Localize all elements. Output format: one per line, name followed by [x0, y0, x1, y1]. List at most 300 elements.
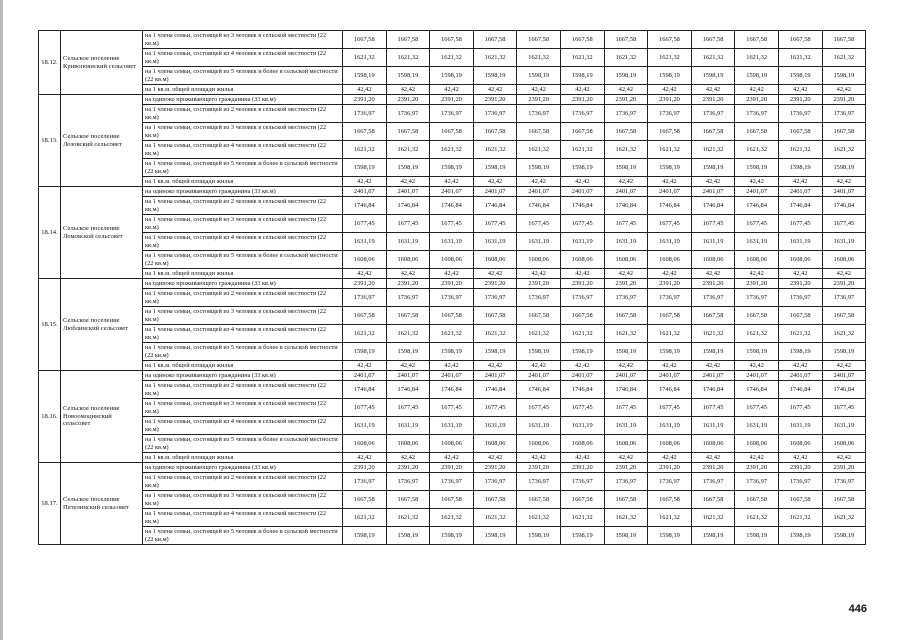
norm-description: на 1 кв.м. общей площади жилья — [143, 177, 343, 187]
value-cell: 2391,20 — [822, 279, 866, 289]
value-cell: 1598,19 — [778, 343, 822, 361]
norm-description: на 1 члена семьи, состоящей из 5 человек и более в сельской местности (22 кв.м) — [143, 67, 343, 85]
value-cell: 42,42 — [691, 269, 735, 279]
value-cell: 1736,97 — [691, 289, 735, 307]
value-cell: 1621,32 — [517, 509, 561, 527]
value-cell: 1598,19 — [604, 343, 648, 361]
value-cell: 42,42 — [386, 453, 430, 463]
value-cell: 1667,58 — [517, 307, 561, 325]
value-cell: 42,42 — [778, 177, 822, 187]
value-cell: 1736,97 — [343, 105, 387, 123]
value-cell: 1667,58 — [735, 307, 779, 325]
norm-description: на 1 члена семьи, состоящей из 4 человек в сельской местности (22 кв.м) — [143, 509, 343, 527]
value-cell: 42,42 — [343, 269, 387, 279]
table-row — [39, 371, 866, 381]
value-cell: 42,42 — [822, 361, 866, 371]
value-cell: 1736,97 — [735, 473, 779, 491]
value-cell: 42,42 — [648, 269, 692, 279]
table-row — [39, 141, 866, 159]
value-cell: 1736,97 — [343, 473, 387, 491]
value-cell: 1736,97 — [822, 105, 866, 123]
value-cell: 2401,07 — [430, 371, 474, 381]
value-cell: 1631,19 — [648, 417, 692, 435]
page-number: 446 — [848, 603, 867, 615]
value-cell: 1746,84 — [648, 381, 692, 399]
value-cell: 1598,19 — [386, 159, 430, 177]
value-cell: 1598,19 — [430, 527, 474, 545]
value-cell: 1746,84 — [560, 381, 604, 399]
value-cell: 1621,32 — [691, 49, 735, 67]
value-cell: 1746,84 — [735, 381, 779, 399]
value-cell: 1621,32 — [343, 49, 387, 67]
value-cell: 1621,32 — [473, 141, 517, 159]
value-cell: 42,42 — [604, 85, 648, 95]
value-cell: 42,42 — [560, 453, 604, 463]
table-row — [39, 49, 866, 67]
norm-description: на 1 члена семьи, состоящей из 3 человек в сельской местности (22 кв.м) — [143, 491, 343, 509]
norm-description: на 1 кв.м. общей площади жилья — [143, 85, 343, 95]
value-cell: 1631,19 — [604, 417, 648, 435]
value-cell: 1621,32 — [648, 141, 692, 159]
value-cell: 1631,19 — [778, 417, 822, 435]
table-row — [39, 177, 866, 187]
value-cell: 1621,32 — [560, 49, 604, 67]
value-cell: 1667,58 — [343, 123, 387, 141]
value-cell: 1736,97 — [386, 105, 430, 123]
value-cell: 1746,84 — [604, 197, 648, 215]
value-cell: 1677,45 — [691, 399, 735, 417]
table-row — [39, 67, 866, 85]
value-cell: 42,42 — [778, 453, 822, 463]
value-cell: 1631,19 — [517, 417, 561, 435]
value-cell: 1677,45 — [473, 399, 517, 417]
value-cell: 2391,20 — [822, 95, 866, 105]
value-cell: 1746,84 — [386, 381, 430, 399]
value-cell: 1667,58 — [430, 307, 474, 325]
value-cell: 42,42 — [778, 361, 822, 371]
table-row — [39, 381, 866, 399]
value-cell: 42,42 — [430, 85, 474, 95]
value-cell: 2401,07 — [691, 371, 735, 381]
value-cell: 1598,19 — [473, 527, 517, 545]
norm-description: на одиноко проживающего гражданина (33 кв.м) — [143, 463, 343, 473]
value-cell: 1667,58 — [822, 307, 866, 325]
value-cell: 1746,84 — [473, 197, 517, 215]
value-cell: 1598,19 — [517, 67, 561, 85]
norm-description: на 1 члена семьи, состоящей из 5 человек и более в сельской местности (22 кв.м) — [143, 159, 343, 177]
value-cell: 1631,19 — [473, 233, 517, 251]
value-cell: 42,42 — [473, 269, 517, 279]
table-row — [39, 435, 866, 453]
value-cell: 1736,97 — [604, 473, 648, 491]
settlement-name: Сельское поселение Ломовской сельсовет — [61, 187, 143, 279]
section-code: 18.17. — [39, 463, 61, 545]
table-row — [39, 325, 866, 343]
value-cell: 1631,19 — [778, 233, 822, 251]
settlement-name: Сельское поселение Новоомоцинский сельсовет — [61, 371, 143, 463]
value-cell: 2391,20 — [473, 95, 517, 105]
value-cell: 1736,97 — [430, 473, 474, 491]
value-cell: 42,42 — [648, 361, 692, 371]
value-cell: 1598,19 — [822, 343, 866, 361]
value-cell: 42,42 — [604, 269, 648, 279]
value-cell: 2391,20 — [822, 463, 866, 473]
value-cell: 1621,32 — [822, 325, 866, 343]
value-cell: 2401,07 — [343, 187, 387, 197]
value-cell: 2391,20 — [560, 279, 604, 289]
value-cell: 42,42 — [473, 177, 517, 187]
table-row — [39, 289, 866, 307]
value-cell: 42,42 — [343, 177, 387, 187]
value-cell: 1621,32 — [473, 509, 517, 527]
value-cell: 1621,32 — [430, 325, 474, 343]
value-cell: 1598,19 — [517, 159, 561, 177]
value-cell: 42,42 — [473, 453, 517, 463]
value-cell: 42,42 — [430, 269, 474, 279]
value-cell: 2401,07 — [735, 187, 779, 197]
value-cell: 1677,45 — [560, 215, 604, 233]
value-cell: 1667,58 — [343, 491, 387, 509]
value-cell: 1598,19 — [735, 67, 779, 85]
value-cell: 42,42 — [560, 177, 604, 187]
value-cell: 2401,07 — [735, 371, 779, 381]
table-row — [39, 85, 866, 95]
value-cell: 1621,32 — [735, 49, 779, 67]
value-cell: 1621,32 — [735, 141, 779, 159]
value-cell: 1598,19 — [604, 527, 648, 545]
value-cell: 1621,32 — [778, 325, 822, 343]
value-cell: 1736,97 — [778, 473, 822, 491]
value-cell: 1598,19 — [691, 343, 735, 361]
table-row — [39, 417, 866, 435]
value-cell: 1746,84 — [691, 381, 735, 399]
value-cell: 1608,06 — [691, 435, 735, 453]
value-cell: 1598,19 — [691, 67, 735, 85]
value-cell: 1677,45 — [386, 399, 430, 417]
value-cell: 42,42 — [648, 177, 692, 187]
value-cell: 2391,20 — [343, 95, 387, 105]
value-cell: 1667,58 — [473, 307, 517, 325]
value-cell: 1621,32 — [691, 509, 735, 527]
value-cell: 1621,32 — [386, 509, 430, 527]
value-cell: 1621,32 — [517, 49, 561, 67]
value-cell: 1667,58 — [778, 123, 822, 141]
value-cell: 1667,58 — [343, 31, 387, 49]
value-cell: 2401,07 — [473, 187, 517, 197]
value-cell: 42,42 — [822, 85, 866, 95]
value-cell: 1746,84 — [517, 381, 561, 399]
value-cell: 1598,19 — [778, 67, 822, 85]
value-cell: 1631,19 — [386, 233, 430, 251]
norm-description: на 1 члена семьи, состоящей из 2 человек в сельской местности (22 кв.м) — [143, 381, 343, 399]
value-cell: 1608,06 — [430, 251, 474, 269]
value-cell: 1608,06 — [430, 435, 474, 453]
value-cell: 1746,84 — [473, 381, 517, 399]
value-cell: 1608,06 — [778, 435, 822, 453]
value-cell: 2391,20 — [648, 95, 692, 105]
value-cell: 42,42 — [778, 269, 822, 279]
value-cell: 1608,06 — [778, 251, 822, 269]
value-cell: 42,42 — [735, 453, 779, 463]
table-row — [39, 233, 866, 251]
norm-description: на 1 члена семьи, состоящей из 2 человек в сельской местности (22 кв.м) — [143, 105, 343, 123]
value-cell: 1667,58 — [778, 491, 822, 509]
value-cell: 1746,84 — [648, 197, 692, 215]
norm-description: на 1 члена семьи, состоящей из 3 человек в сельской местности (22 кв.м) — [143, 399, 343, 417]
value-cell: 1667,58 — [648, 491, 692, 509]
value-cell: 1746,84 — [430, 381, 474, 399]
value-cell: 1746,84 — [430, 197, 474, 215]
value-cell: 1736,97 — [473, 105, 517, 123]
value-cell: 1736,97 — [517, 105, 561, 123]
value-cell: 1598,19 — [386, 527, 430, 545]
value-cell: 1621,32 — [735, 509, 779, 527]
value-cell: 42,42 — [822, 177, 866, 187]
table-row — [39, 31, 866, 49]
value-cell: 1598,19 — [386, 343, 430, 361]
value-cell: 1621,32 — [648, 509, 692, 527]
value-cell: 2391,20 — [735, 279, 779, 289]
value-cell: 42,42 — [822, 453, 866, 463]
value-cell: 1621,32 — [517, 325, 561, 343]
table-row — [39, 197, 866, 215]
value-cell: 42,42 — [386, 177, 430, 187]
value-cell: 42,42 — [691, 453, 735, 463]
norm-description: на одиноко проживающего гражданина (33 кв.м) — [143, 371, 343, 381]
table-row — [39, 343, 866, 361]
value-cell: 1746,84 — [604, 381, 648, 399]
value-cell: 1667,58 — [822, 491, 866, 509]
norm-description: на одиноко проживающего гражданина (33 кв.м) — [143, 187, 343, 197]
value-cell: 1598,19 — [604, 67, 648, 85]
value-cell: 1621,32 — [473, 325, 517, 343]
norm-description: на 1 члена семьи, состоящей из 4 человек в сельской местности (22 кв.м) — [143, 417, 343, 435]
value-cell: 1667,58 — [517, 491, 561, 509]
value-cell: 1598,19 — [473, 159, 517, 177]
value-cell: 1598,19 — [822, 159, 866, 177]
value-cell: 1608,06 — [343, 251, 387, 269]
value-cell: 1736,97 — [560, 289, 604, 307]
value-cell: 1736,97 — [430, 105, 474, 123]
value-cell: 1736,97 — [778, 289, 822, 307]
value-cell: 1598,19 — [735, 343, 779, 361]
norm-description: на 1 кв.м. общей площади жилья — [143, 453, 343, 463]
value-cell: 2391,20 — [604, 279, 648, 289]
value-cell: 42,42 — [604, 361, 648, 371]
value-cell: 42,42 — [691, 85, 735, 95]
value-cell: 1667,58 — [343, 307, 387, 325]
value-cell: 1631,19 — [691, 417, 735, 435]
value-cell: 1667,58 — [778, 31, 822, 49]
value-cell: 1608,06 — [604, 435, 648, 453]
norm-description: на 1 члена семьи, состоящей из 3 человек в сельской местности (22 кв.м) — [143, 215, 343, 233]
value-cell: 1631,19 — [604, 233, 648, 251]
value-cell: 1631,19 — [822, 417, 866, 435]
value-cell: 1631,19 — [517, 233, 561, 251]
value-cell: 2391,20 — [473, 279, 517, 289]
value-cell: 2391,20 — [648, 463, 692, 473]
value-cell: 2391,20 — [735, 95, 779, 105]
value-cell: 1621,32 — [822, 141, 866, 159]
value-cell: 1598,19 — [430, 159, 474, 177]
value-cell: 1631,19 — [648, 233, 692, 251]
value-cell: 1667,58 — [735, 491, 779, 509]
value-cell: 1598,19 — [473, 343, 517, 361]
value-cell: 1667,58 — [430, 31, 474, 49]
value-cell: 1621,32 — [430, 141, 474, 159]
value-cell: 1677,45 — [822, 215, 866, 233]
value-cell: 42,42 — [343, 361, 387, 371]
value-cell: 1621,32 — [343, 509, 387, 527]
value-cell: 1667,58 — [386, 307, 430, 325]
value-cell: 1736,97 — [648, 473, 692, 491]
value-cell: 1746,84 — [691, 197, 735, 215]
value-cell: 2401,07 — [517, 371, 561, 381]
value-cell: 2401,07 — [560, 187, 604, 197]
value-cell: 1621,32 — [778, 141, 822, 159]
value-cell: 1677,45 — [430, 215, 474, 233]
value-cell: 1608,06 — [473, 435, 517, 453]
value-cell: 42,42 — [386, 269, 430, 279]
value-cell: 1677,45 — [778, 399, 822, 417]
value-cell: 1746,84 — [386, 197, 430, 215]
value-cell: 1621,32 — [822, 509, 866, 527]
value-cell: 1631,19 — [691, 233, 735, 251]
value-cell: 2391,20 — [560, 95, 604, 105]
value-cell: 1667,58 — [822, 123, 866, 141]
value-cell: 1598,19 — [343, 343, 387, 361]
value-cell: 1746,84 — [778, 381, 822, 399]
value-cell: 1621,32 — [517, 141, 561, 159]
value-cell: 2391,20 — [778, 279, 822, 289]
value-cell: 1667,58 — [648, 307, 692, 325]
value-cell: 1598,19 — [560, 159, 604, 177]
norm-description: на 1 члена семьи, состоящей из 2 человек в сельской местности (22 кв.м) — [143, 289, 343, 307]
table-row — [39, 159, 866, 177]
value-cell: 1631,19 — [343, 233, 387, 251]
value-cell: 1667,58 — [735, 31, 779, 49]
value-cell: 1608,06 — [648, 435, 692, 453]
value-cell: 2401,07 — [778, 371, 822, 381]
value-cell: 2391,20 — [604, 95, 648, 105]
value-cell: 1608,06 — [343, 435, 387, 453]
value-cell: 1608,06 — [648, 251, 692, 269]
value-cell: 1667,58 — [604, 307, 648, 325]
table-row — [39, 95, 866, 105]
value-cell: 1598,19 — [343, 159, 387, 177]
value-cell: 42,42 — [430, 453, 474, 463]
value-cell: 2391,20 — [343, 463, 387, 473]
value-cell: 1677,45 — [386, 215, 430, 233]
value-cell: 1621,32 — [386, 141, 430, 159]
value-cell: 1621,32 — [473, 49, 517, 67]
value-cell: 1736,97 — [517, 289, 561, 307]
value-cell: 1736,97 — [386, 289, 430, 307]
norm-description: на 1 кв.м. общей площади жилья — [143, 361, 343, 371]
norm-description: на 1 члена семьи, состоящей из 3 человек в сельской местности (22 кв.м) — [143, 123, 343, 141]
value-cell: 1621,32 — [648, 325, 692, 343]
document-page — [38, 30, 866, 545]
value-cell: 1736,97 — [691, 473, 735, 491]
norm-description: на одиноко проживающего гражданина (33 кв.м) — [143, 95, 343, 105]
value-cell: 1598,19 — [343, 527, 387, 545]
value-cell: 42,42 — [560, 269, 604, 279]
value-cell: 42,42 — [560, 361, 604, 371]
value-cell: 1621,32 — [560, 509, 604, 527]
value-cell: 1677,45 — [778, 215, 822, 233]
table-row — [39, 251, 866, 269]
value-cell: 1667,58 — [473, 491, 517, 509]
value-cell: 1631,19 — [430, 233, 474, 251]
value-cell: 42,42 — [430, 361, 474, 371]
value-cell: 2391,20 — [735, 463, 779, 473]
value-cell: 1608,06 — [473, 251, 517, 269]
value-cell: 1667,58 — [822, 31, 866, 49]
value-cell: 1631,19 — [735, 233, 779, 251]
value-cell: 42,42 — [735, 269, 779, 279]
table-row — [39, 473, 866, 491]
value-cell: 1631,19 — [822, 233, 866, 251]
value-cell: 1598,19 — [560, 343, 604, 361]
value-cell: 2391,20 — [517, 95, 561, 105]
value-cell: 2401,07 — [822, 371, 866, 381]
value-cell: 1736,97 — [560, 473, 604, 491]
value-cell: 1608,06 — [604, 251, 648, 269]
value-cell: 1746,84 — [735, 197, 779, 215]
tariff-table — [38, 30, 866, 545]
value-cell: 1667,58 — [648, 31, 692, 49]
value-cell: 1677,45 — [430, 399, 474, 417]
value-cell: 1598,19 — [778, 527, 822, 545]
value-cell: 2391,20 — [560, 463, 604, 473]
value-cell: 1677,45 — [604, 215, 648, 233]
value-cell: 1677,45 — [517, 215, 561, 233]
value-cell: 42,42 — [517, 361, 561, 371]
value-cell: 2401,07 — [386, 371, 430, 381]
norm-description: на 1 члена семьи, состоящей из 5 человек и более в сельской местности (22 кв.м) — [143, 251, 343, 269]
value-cell: 1608,06 — [735, 251, 779, 269]
table-row — [39, 453, 866, 463]
value-cell: 2401,07 — [691, 187, 735, 197]
table-row — [39, 187, 866, 197]
value-cell: 2391,20 — [386, 279, 430, 289]
value-cell: 1621,32 — [560, 325, 604, 343]
value-cell: 1736,97 — [560, 105, 604, 123]
value-cell: 1736,97 — [822, 473, 866, 491]
value-cell: 42,42 — [560, 85, 604, 95]
norm-description: на 1 члена семьи, состоящей из 3 человек в сельской местности (22 кв.м) — [143, 31, 343, 49]
value-cell: 1677,45 — [343, 215, 387, 233]
value-cell: 1746,84 — [560, 197, 604, 215]
value-cell: 1608,06 — [560, 435, 604, 453]
value-cell: 42,42 — [822, 269, 866, 279]
value-cell: 2391,20 — [343, 279, 387, 289]
value-cell: 1621,32 — [691, 325, 735, 343]
value-cell: 2401,07 — [473, 371, 517, 381]
value-cell: 1736,97 — [822, 289, 866, 307]
value-cell: 1667,58 — [430, 123, 474, 141]
value-cell: 42,42 — [604, 453, 648, 463]
table-row — [39, 361, 866, 371]
value-cell: 2401,07 — [822, 187, 866, 197]
scan-edge — [0, 0, 3, 640]
value-cell: 1667,58 — [560, 491, 604, 509]
section-code: 18.16. — [39, 371, 61, 463]
value-cell: 1598,19 — [430, 343, 474, 361]
value-cell: 1667,58 — [778, 307, 822, 325]
value-cell: 2391,20 — [691, 95, 735, 105]
value-cell: 2401,07 — [430, 187, 474, 197]
